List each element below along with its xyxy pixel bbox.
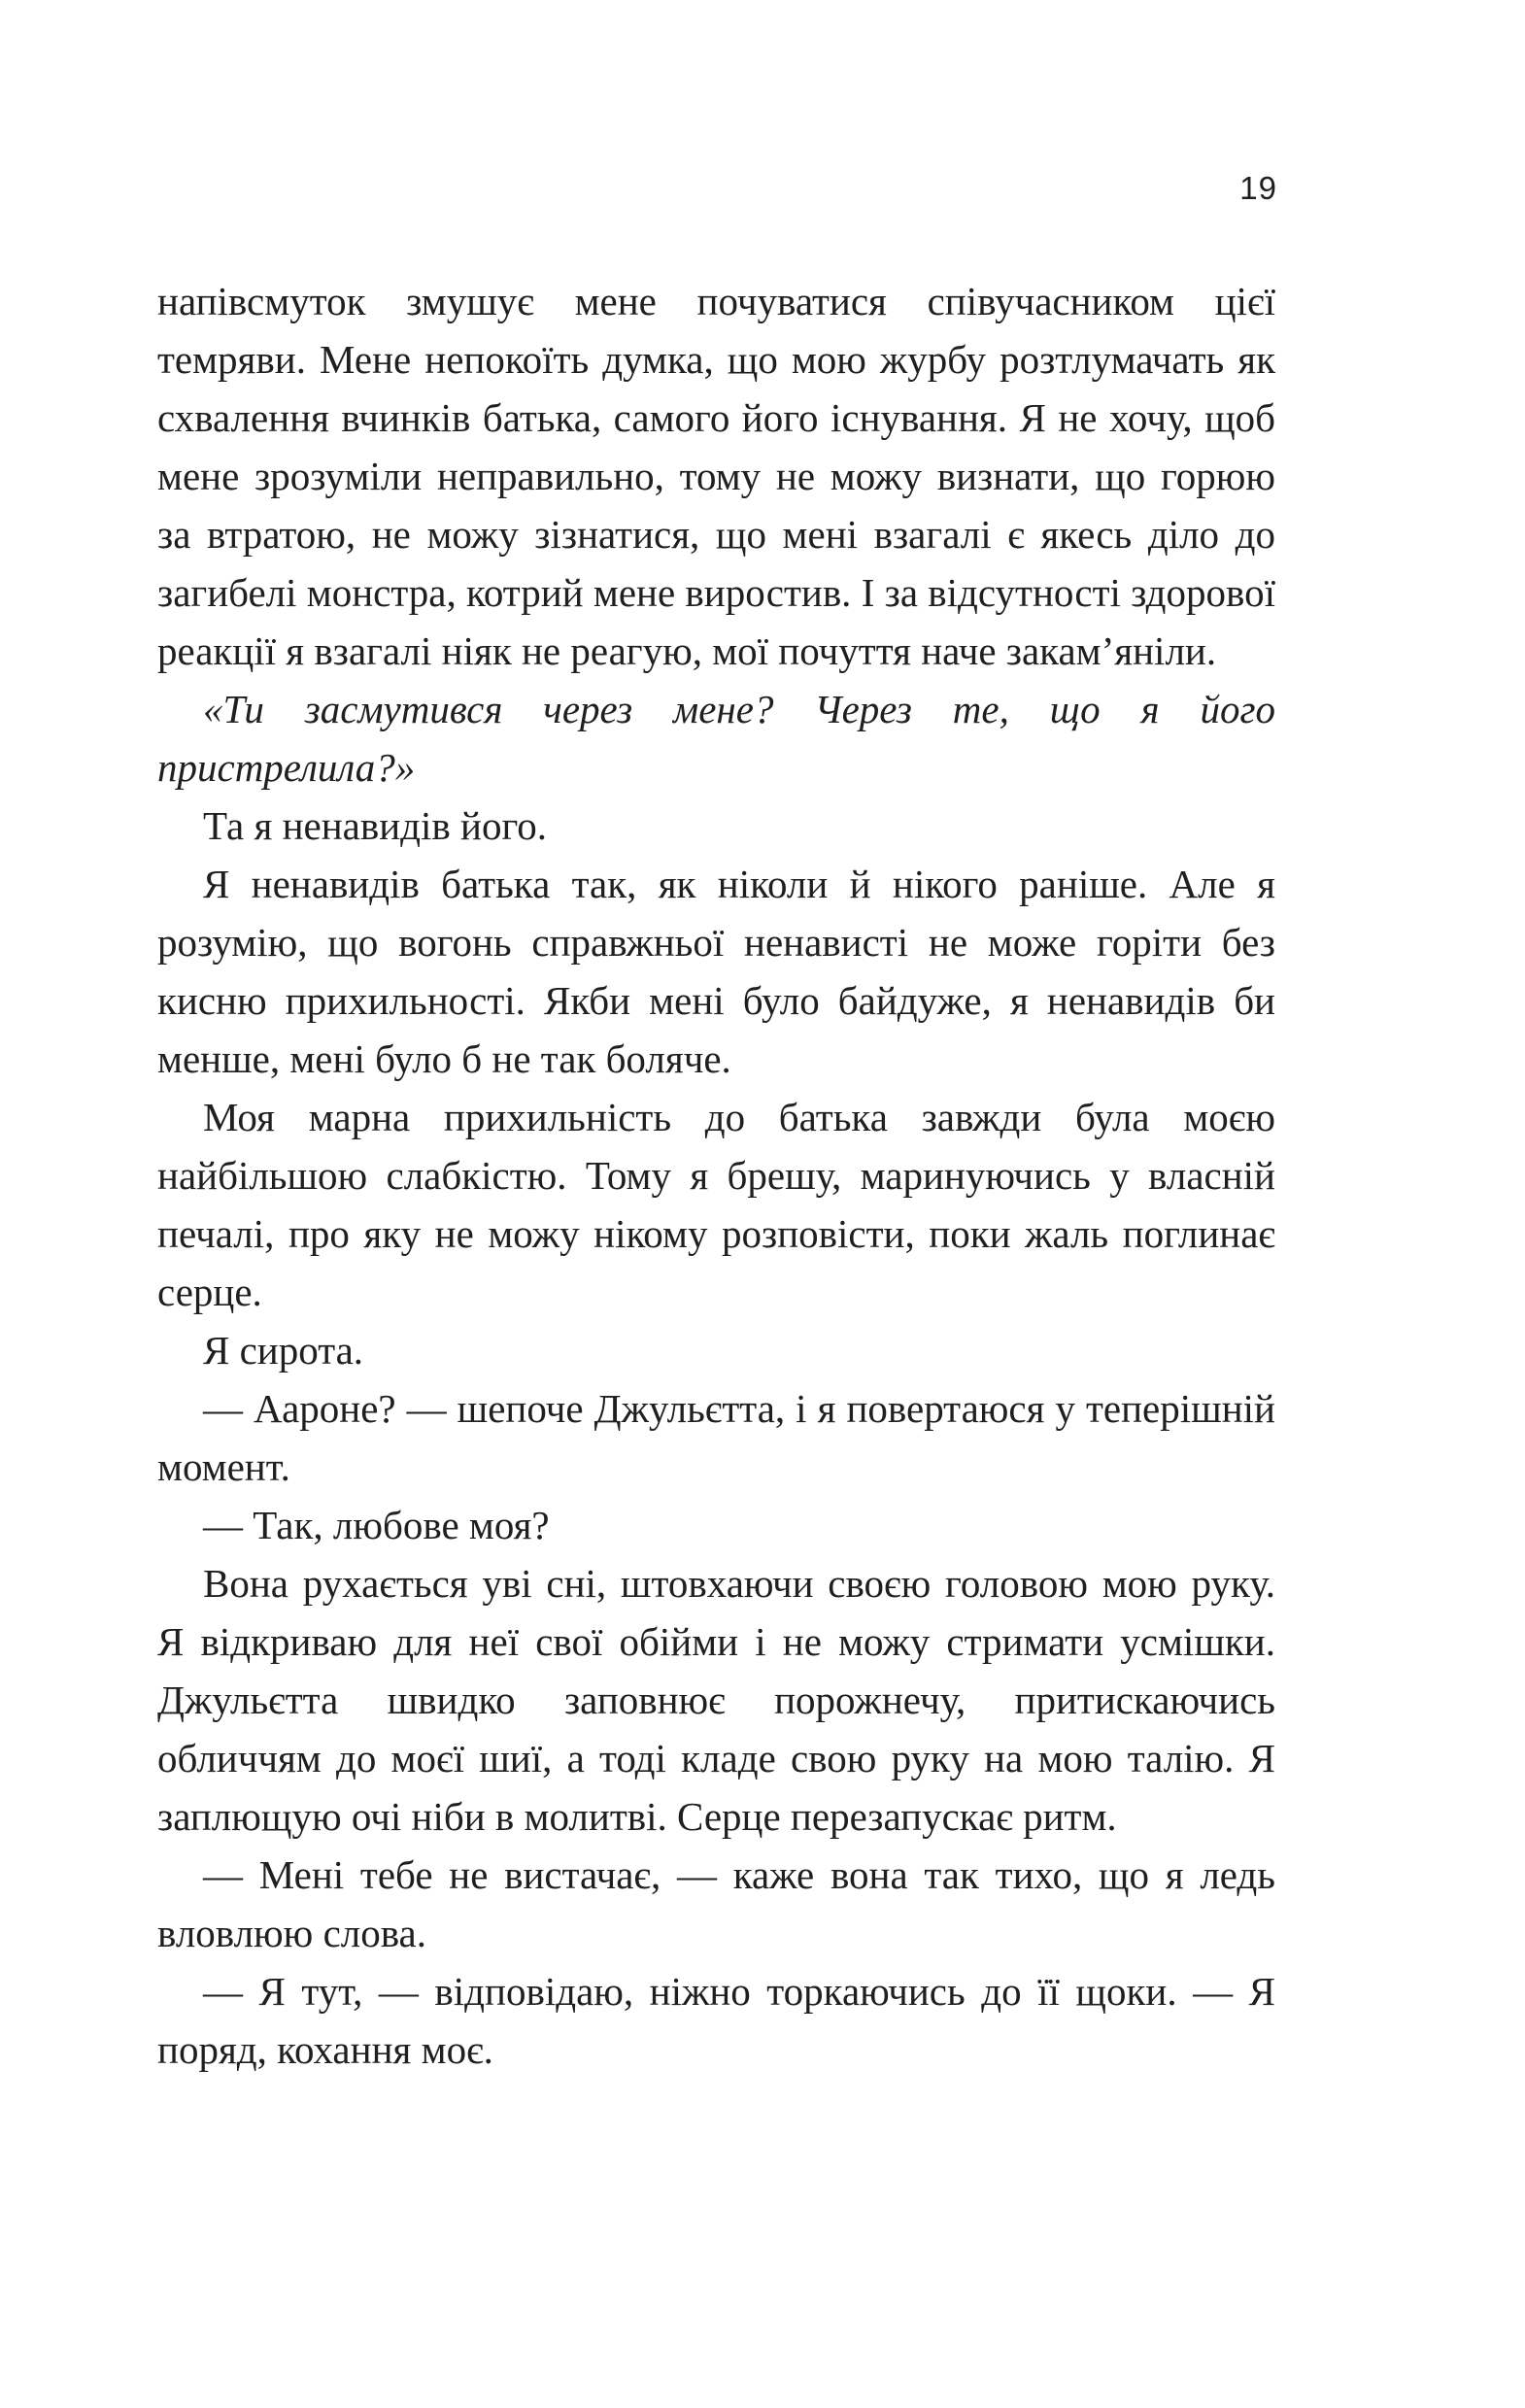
dialogue-line: — Мені тебе не вистачає, — каже вона так тихо, що я ледь вловлюю слова. — [157, 1852, 1275, 1955]
dialogue-line: — Аароне? — шепоче Джульєтта, і я повертаюся у теперішній момент. — [157, 1386, 1275, 1489]
dialogue-line: — Так, любове моя? — [203, 1503, 550, 1547]
paragraph: Я ненавидів батька так, як ніколи й нікого раніше. Але я розумію, що вогонь справжньої ненависті не може горіти без кисню прихильності. Якби мені було байдуже, я ненавидів би менше, мені було б не так боляче. — [157, 862, 1275, 1081]
paragraph: Та я ненавидів його. — [203, 803, 548, 848]
paragraph: Я сирота. — [203, 1328, 364, 1373]
body-text — [157, 272, 1275, 2079]
page-number: 19 — [1239, 170, 1277, 206]
paragraph: Моя марна прихильність до батька завжди була моєю найбільшою слабкістю. Тому я брешу, маринуючись у власній печалі, про яку не можу нікому розповісти, поки жаль поглинає серце. — [157, 1095, 1275, 1314]
paragraph: Вона рухається уві сні, штовхаючи своєю головою мою руку. Я відкриваю для неї свої обійми і не можу стримати усмішки. Джульєтта швидко заповнює порожнечу, притискаючись обличчям до моєї шиї, а тоді кладе свою руку на мою талію. Я заплющую очі ніби в молитві. Серце перезапускає ритм. — [157, 1561, 1275, 1839]
paragraph-italic-quote: «Ти засмутився через мене? Через те, що я його пристрелила?» — [157, 687, 1275, 790]
dialogue-line: — Я тут, — відповідаю, ніжно торкаючись до її щоки. — Я поряд, кохання моє. — [157, 1969, 1275, 2072]
paragraph: напівсмуток змушує мене почуватися співучасником цієї темряви. Мене непокоїть думка, що мою журбу розтлумачать як схвалення вчинків батька, самого його існування. Я не хочу, щоб мене зрозуміли неправильно, тому не можу визнати, що горюю за втратою, не можу зізнатися, що мені взагалі є якесь діло до загибелі монстра, котрий мене виростив. І за відсутності здорової реакції я взагалі ніяк не реагую, мої почуття наче закам’яніли. — [157, 279, 1275, 673]
